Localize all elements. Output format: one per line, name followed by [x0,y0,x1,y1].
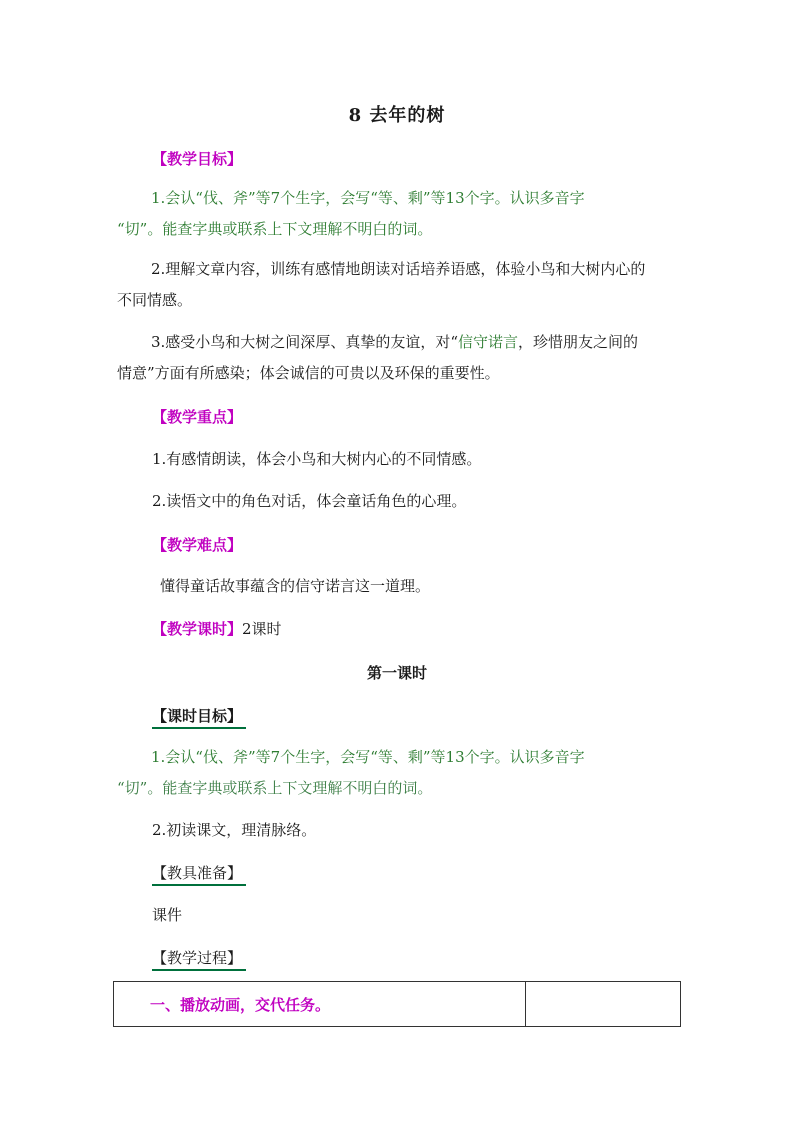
lesson-goals-heading: 【课时目标】 [152,705,246,729]
objective-2-rest: 不同情感。 [117,291,193,309]
objective-2-lead: 2.理解文章内容，训练有感情地朗读对话培养语感，体验小鸟和大树内心的 [151,260,646,278]
prep-heading: 【教具准备】 [152,862,246,886]
difficulties-heading: 【教学难点】 [152,536,243,554]
process-note-cell [525,982,680,1027]
lesson-title: 8 去年的树 [348,105,446,126]
class-hours-value: 2课时 [242,620,282,638]
key-points-heading: 【教学重点】 [152,408,243,426]
key-point-1: 1.有感情朗读，体会小鸟和大树内心的不同情感。 [152,450,482,468]
table-row [114,982,681,1027]
class-hours-line [152,619,282,639]
lesson-goal-2: 2.初读课文，理清脉络。 [152,821,317,839]
objective-1-rest: “切”。能查字典或联系上下文理解不明白的词。 [117,220,433,238]
lesson-goal-1-lead: 1.会认“伐、斧”等7个生字，会写“等、剩”等13个字。认识多音字 [151,748,585,766]
objectives-heading: 【教学目标】 [152,150,243,168]
objective-3-lead-a: 3.感受小鸟和大树之间深厚、真挚的友谊，对“ [151,333,458,351]
lesson-goal-1-rest: “切”。能查字典或联系上下文理解不明白的词。 [117,779,433,797]
objective-1-lead: 1.会认“伐、斧”等7个生字，会写“等、剩”等13个字。认识多音字 [151,189,585,207]
process-heading: 【教学过程】 [152,947,246,971]
objective-item-2 [117,254,683,316]
objective-item-1 [117,183,683,245]
lesson-one-title: 第一课时 [366,664,427,682]
objective-3-rest: 情意”方面有所感染；体会诚信的可贵以及环保的重要性。 [117,364,500,382]
prep-value: 课件 [152,906,183,924]
key-point-2: 2.读悟文中的角色对话，体会童话角色的心理。 [152,492,467,510]
lesson-goal-1 [117,742,683,804]
teaching-process-table [113,981,681,1027]
objective-3-lead-c: ，珍惜朋友之间的 [518,333,639,351]
objective-3-lead-b: 信守诺言 [457,333,518,351]
process-step-cell: 一、播放动画，交代任务。 [114,982,526,1027]
class-hours-heading: 【教学课时】 [152,620,243,638]
difficulties-text: 懂得童话故事蕴含的信守诺言这一道理。 [160,577,431,595]
objective-item-3 [117,327,683,389]
